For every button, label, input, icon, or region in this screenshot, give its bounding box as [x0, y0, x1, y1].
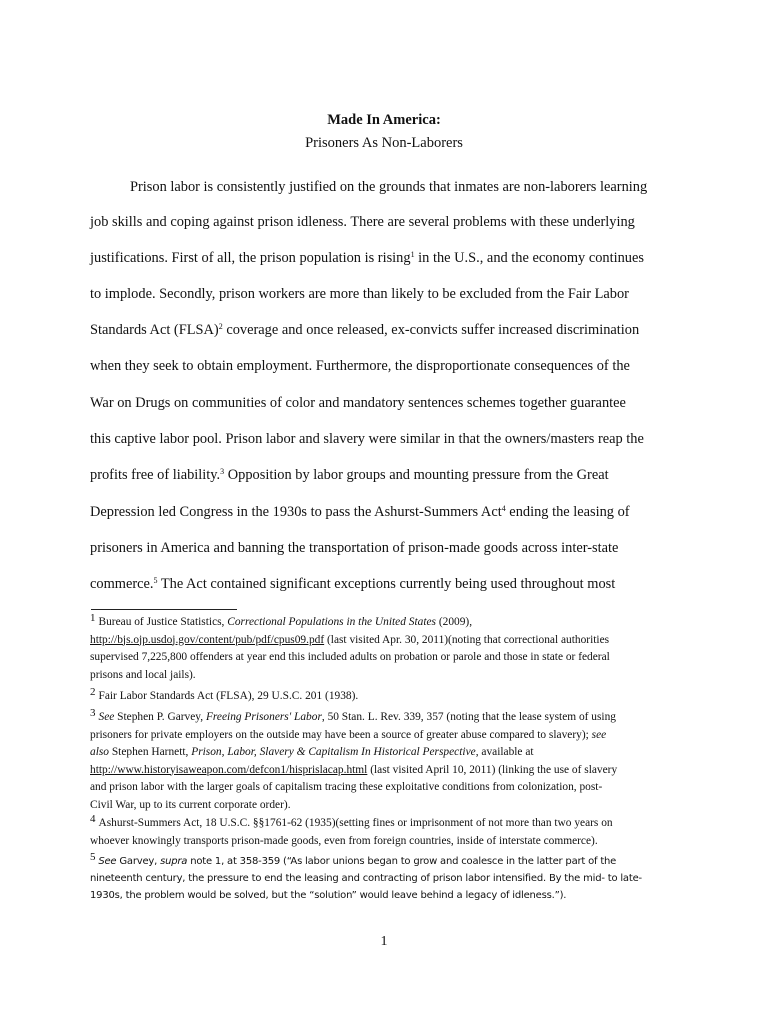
footnote-separator — [91, 609, 237, 610]
footnote-link[interactable]: http://bjs.ojp.usdoj.gov/content/pub/pdf/cpus09.pdf — [90, 633, 325, 646]
body-line: prisoners in America and banning the transportation of prison-made goods across inter-state — [90, 540, 619, 556]
footnote-ref[interactable]: 4 — [501, 504, 506, 513]
document-subtitle: Prisoners As Non-Laborers — [305, 135, 463, 151]
footnote-3: 3 See Stephen P. Garvey, Freeing Prisoners' Labor, 50 Stan. L. Rev. 339, 357 (noting that the lease system of using prisoners for private employers on the outside may have been a source of greater abuse compared to slavery); see also Stephen Harnett, Prison, Labor, Slavery & Capitalism In Historical Perspective, available at http://www.historyisaweapon.com/defcon1/hisprislacap.html (last visited April 10, 2011) (linking the use of slavery and prison labor with the larger goals of capitalism tracing these exploitative conditions from colonization, post- Civil War, up to its current corporate order). — [90, 707, 618, 811]
body-line: commerce.$^5$ The Act contained significant exceptions currently being used throughout most — [90, 576, 616, 592]
body-line: Depression led Congress in the 1930s to pass the Ashurst-Summers Act$^4$ ending the leasing of — [90, 504, 630, 520]
body-line: when they seek to obtain employment. Furthermore, the disproportionate consequences of the — [90, 358, 630, 374]
footnote-ref[interactable]: 5 — [153, 576, 158, 585]
footnote-ref[interactable]: 3 — [220, 467, 225, 476]
body-line: to implode. Secondly, prison workers are more than likely to be excluded from the Fair Labor — [90, 286, 629, 302]
footnote-link[interactable]: http://www.historyisaweapon.com/defcon1/hisprislacap.html — [90, 763, 368, 776]
body-line: profits free of liability.$^3$ Opposition by labor groups and mounting pressure from the Great — [90, 467, 609, 483]
footnote-4: 4 Ashurst-Summers Act, 18 U.S.C. §§1761-62 (1935)(setting fines or imprisonment of not more than two years on whoever knowingly transports prison-made goods, even from foreign countries, inside of interstate commerce). — [90, 813, 613, 847]
footnote-5: 5 See Garvey, supra note 1, at 358-359 (“As labor unions began to grow and coalesce in the latter part of the nineteenth century, the pressure to end the leasing and contracting of prison labor intensified. By the mid- to late- 1930s, the problem would be solved, but the “solution” would leave behind a legacy of idleness.”). — [90, 851, 642, 902]
body-line: job skills and coping against prison idleness. There are several problems with these underlying — [90, 214, 635, 230]
body-line: this captive labor pool. Prison labor and slavery were similar in that the owners/masters reap the — [90, 431, 644, 447]
body-line: Standards Act (FLSA)$^2$ coverage and once released, ex-convicts suffer increased discrimination — [90, 322, 640, 338]
footnote-ref[interactable]: 2 — [218, 322, 223, 331]
body-line: Prison labor is consistently justified on the grounds that inmates are non-laborers learning — [130, 179, 648, 195]
page-number: 1 — [380, 934, 388, 949]
document-title: Made In America: — [327, 112, 441, 128]
footnote-ref[interactable]: 1 — [410, 250, 415, 259]
body-line: War on Drugs on communities of color and mandatory sentences schemes together guarantee — [90, 395, 626, 411]
body-line: justifications. First of all, the prison population is rising$^1$ in the U.S., and the economy continues — [90, 250, 644, 266]
footnote-1: 1 Bureau of Justice Statistics, Correctional Populations in the United States (2009), http://bjs.ojp.usdoj.gov/content/pub/pdf/cpus09.pdf (last visited Apr. 30, 2011)(noting that correctional authorities supervised 7,225,800 offenders at year end this included adults on probation or parole and those in state or federal prisons and local jails). — [90, 612, 610, 681]
footnote-2: 2 Fair Labor Standards Act (FLSA), 29 U.S.C. 201 (1938). — [90, 686, 359, 702]
